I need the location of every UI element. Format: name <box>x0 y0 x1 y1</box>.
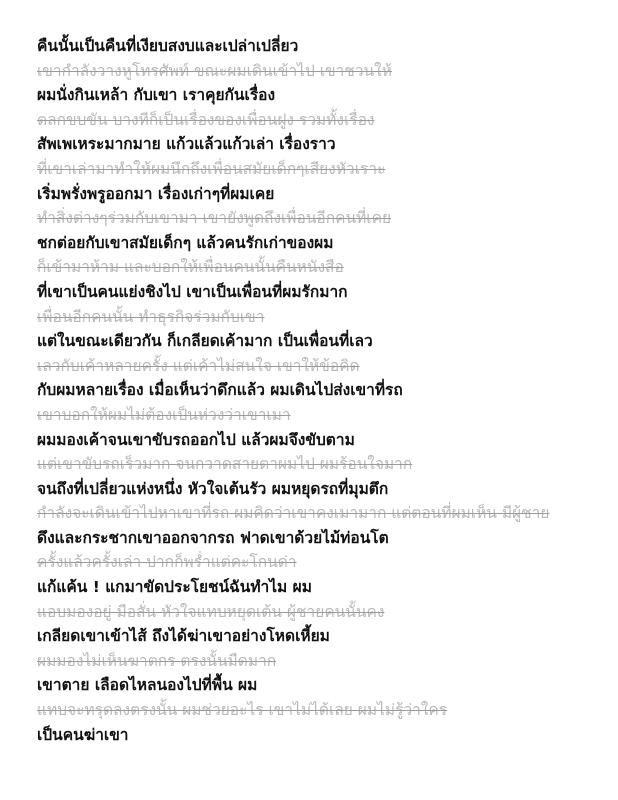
poem-line: ดึงและกระชากเขาออกจากรถ ฟาดเขาด้วยไม้ท่อนโต <box>37 528 389 547</box>
poem-line: กับผมหลายเรื่อง เมื่อเห็นว่าดึกแล้ว ผมเดินไปส่งเขาที่รถ <box>37 381 403 400</box>
poem-line: ที่เขาเป็นคนแย่งชิงไป เขาเป็นเพื่อนที่ผมรักมาก <box>37 282 348 301</box>
struck-through-line: ที่เขาเล่ามาทำให้ผมนึกถึงเพื่อนสมัยเด็กๆเสียงหัวเราะ <box>37 159 386 178</box>
poem-line: ผมมองเค้าจนเขาขับรถออกไป แล้วผมจึงขับตาม <box>37 430 355 449</box>
struck-through-line: ก็เข้ามาห้าม และบอกให้เพื่อนคนนั้นคืนหนังสือ <box>37 258 344 277</box>
struck-through-line: แอบมองอยู่ มือสั่น หัวใจแทบหยุดเต้น ผู้ชายคนนั้นคง <box>37 602 385 621</box>
struck-through-line: เพื่อนอีกคนนั้น ทำธุรกิจร่วมกับเขา <box>37 307 265 326</box>
poem-line: ผมนั่งกินเหล้า กับเขา เราคุยกันเรื่อง <box>37 86 276 105</box>
struck-through-line: กำลังจะเดินเข้าไปหาเขาที่รถ ผมคิดว่าเขาคงเมามาก แต่ตอนที่ผมเห็น มีผู้ชาย <box>37 504 550 523</box>
struck-through-line: ผมมองไม่เห็นฆาตกร ตรงนั้นมืดมาก <box>37 651 277 670</box>
struck-through-line: ครั้งแล้วครั้งเล่า ปากก็พร่ำแต่คะโกนด่า <box>37 553 297 572</box>
poem-line: เป็นคนฆ่าเขา <box>37 725 129 744</box>
struck-through-line: แทบจะทรุดลงตรงนั้น ผมช่วยอะไร เขาไม่ได้เลย ผมไม่รู้ว่าใคร <box>37 701 448 720</box>
poem-line: แต่ในขณะเดียวกัน ก็เกลียดเค้ามาก เป็นเพื่อนที่เลว <box>37 332 373 351</box>
poem-line: เขาตาย เลือดไหลนองไปที่พื้น ผม <box>37 676 258 695</box>
poem-line: สัพเพเหระมากมาย แก้วแล้วแก้วเล่า เรื่องราว <box>37 135 336 154</box>
poem-line: เริ่มพรั่งพรูออกมา เรื่องเก่าๆที่ผมเคย <box>37 184 275 203</box>
struck-through-line: แต่เขาขับรถเร็วมาก จนกวาดสายตาผมไป ผมร้อนใจมาก <box>37 455 413 474</box>
poem-line: ชกต่อยกับเขาสมัยเด็กๆ แล้วคนรักเก่าของผม <box>37 233 334 252</box>
poem-line: จนถึงที่เปลี่ยวแห่งหนึ่ง หัวใจเต้นรัว ผมหยุดรถที่มุมตึก <box>37 479 389 498</box>
struck-through-line: ทำสิ่งต่างๆร่วมกับเขามา เขายังพูดถึงเพื่อนอีกคนที่เคย <box>37 209 392 228</box>
struck-through-line: เลวกับเค้าหลายครั้ง แต่เค้าไม่สนใจ เขาให้ข้อคิด <box>37 356 360 375</box>
poem-line: คืนนั้นเป็นคืนที่เงียบสงบและเปล่าเปลี่ยว <box>37 37 299 55</box>
struck-through-line: เขาบอกให้ผมไม่ต้องเป็นห่วงว่าเขาเมา <box>37 405 291 424</box>
struck-through-line: เขากำลังวางหูโทรศัพท์ ขณะผมเดินเข้าไป เขาชวนให้ <box>37 61 392 80</box>
poem-line: แก้แค้น ! แกมาขัดประโยชน์ฉันทำไม ผม <box>37 578 312 597</box>
poem-text-block <box>37 34 597 747</box>
poem-line: เกลียดเขาเข้าไส้ ถึงได้ฆ่าเขาอย่างโหดเหี้ยม <box>37 627 330 646</box>
struck-through-line: ตลกขบขัน บางทีก็เป็นเรื่องของเพื่อนฝูง รวมทั้งเรื่อง <box>37 110 375 129</box>
